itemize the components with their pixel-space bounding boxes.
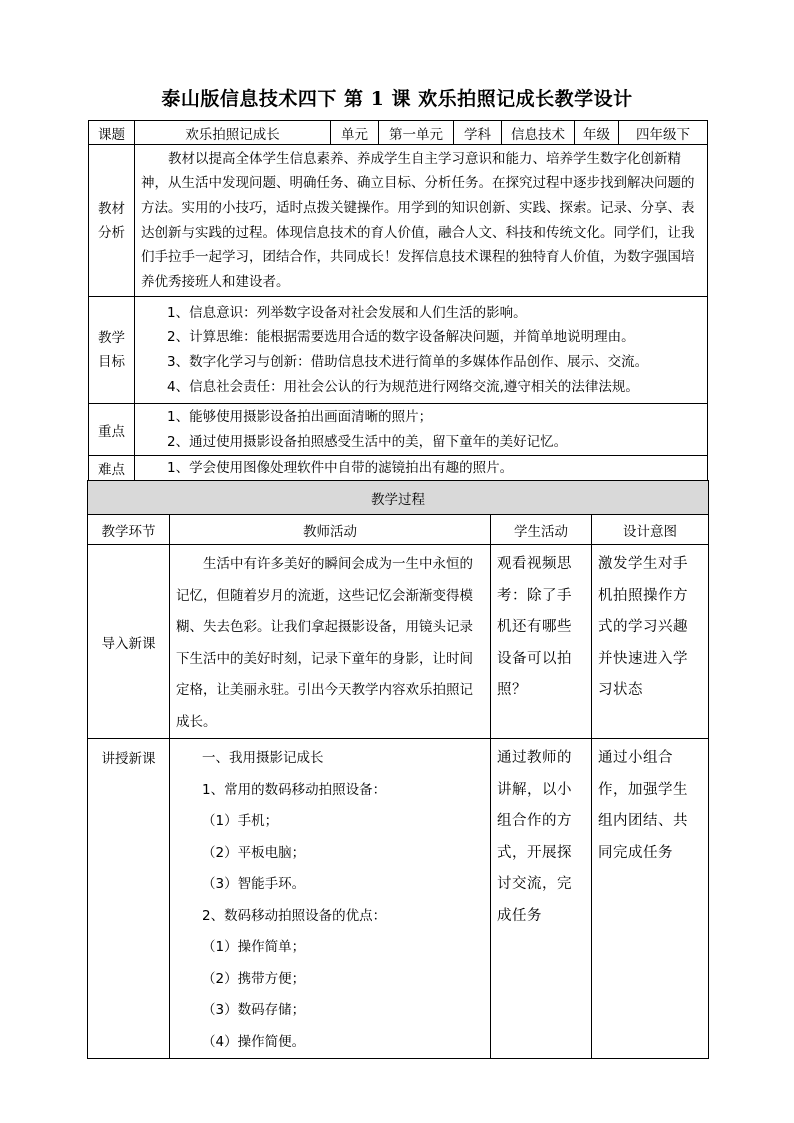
process-band-row <box>88 481 709 515</box>
header-teacher: 教师活动 <box>170 515 491 545</box>
lesson-info-table <box>88 120 708 482</box>
intro-intent-cell <box>592 545 709 739</box>
unit-value: 第一单元 <box>379 121 454 145</box>
grade-label: 年级 <box>575 121 619 145</box>
lecture-teacher-cell <box>170 739 491 1059</box>
intro-teacher-text: 生活中有许多美好的瞬间会成为一生中永恒的记忆，但随着岁月的流逝，这些记忆会渐渐变得模糊、失去色彩。让我们拿起摄影设备，用镜头记录下生活中的美好时刻，记录下童年的身影，让时间定格，让美丽永驻。引出今天教学内容欢乐拍照记成长。 <box>176 556 473 730</box>
lecture-line: （2）平板电脑； <box>202 844 306 861</box>
info-row <box>89 121 708 145</box>
lecture-line: （1）手机； <box>202 813 279 829</box>
objective-item: 2、计算思维：能根据需要选用合适的数字设备解决问题，并简单地说明理由。 <box>167 329 635 346</box>
intro-row <box>88 545 709 739</box>
intro-intent-text: 激发学生对手机拍照操作方式的学习兴趣并快速进入学习状态 <box>598 556 688 698</box>
analysis-text: 教材以提高全体学生信息素养、养成学生自主学习意识和能力、培养学生数字化创新精神，从生活中发现问题、明确任务、确立目标、分析任务。在探究过程中逐步找到解决问题的方法。实用的小技巧，适时点拨关键操作。用学到的知识创新、实践、探索。记录、分享、表达创新与实践的过程。体现信息技术的育人价值，融合人文、科技和传统文化。同学们，让我们手拉手一起学习，团结合作，共同成长！发挥信息技术课程的独特育人价值，为数字强国培养优秀接班人和建设者。 <box>141 150 695 290</box>
lecture-line: （3）数码存储； <box>202 1002 306 1018</box>
difficulties-cell <box>135 456 708 482</box>
unit-label: 单元 <box>331 121 379 145</box>
intro-student-cell <box>491 545 592 739</box>
lecture-student-text: 通过教师的讲解，以小组合作的方式，开展探讨交流，完成任务 <box>497 750 572 924</box>
keypoints-row <box>89 404 708 456</box>
grade-value: 四年级下 <box>619 121 708 145</box>
subject-value: 信息技术 <box>502 121 575 145</box>
topic-value: 欢乐拍照记成长 <box>135 121 331 145</box>
analysis-row <box>89 145 708 297</box>
intro-teacher-cell <box>170 545 491 739</box>
header-intent: 设计意图 <box>592 515 709 545</box>
process-band-title: 教学过程 <box>88 481 709 515</box>
intro-student-text: 观看视频思考：除了手机还有哪些设备可以拍照？ <box>497 556 572 698</box>
objectives-row <box>89 297 708 404</box>
intro-stage: 导入新课 <box>88 545 170 739</box>
page-title: 泰山版信息技术四下 第 1 课 欢乐拍照记成长教学设计 <box>161 88 633 110</box>
lecture-line: （3）智能手环。 <box>202 876 306 892</box>
analysis-cell <box>135 145 708 297</box>
difficulties-row <box>89 456 708 482</box>
analysis-label <box>89 145 135 297</box>
lecture-intent-cell <box>592 739 709 1059</box>
lecture-line: 1、常用的数码移动拍照设备： <box>202 781 387 798</box>
topic-label: 课题 <box>89 121 135 145</box>
header-stage: 教学环节 <box>88 515 170 545</box>
objective-item: 1、信息意识：列举数字设备对社会发展和人们生活的影响。 <box>167 304 527 321</box>
objectives-cell <box>135 297 708 404</box>
objectives-label <box>89 297 135 404</box>
difficulties-label: 难点 <box>89 456 135 482</box>
keypoints-label: 重点 <box>89 404 135 456</box>
keypoints-cell <box>135 404 708 456</box>
lecture-line: 一、我用摄影记成长 <box>202 750 324 766</box>
lecture-line: 2、数码移动拍照设备的优点： <box>202 907 387 924</box>
subject-label: 学科 <box>454 121 502 145</box>
lecture-stage: 讲授新课 <box>88 739 170 1059</box>
keypoint-item: 2、通过使用摄影设备拍照感受生活中的美，留下童年的美好记忆。 <box>167 433 568 450</box>
process-header-row <box>88 515 709 545</box>
difficulty-item: 1、学会使用图像处理软件中自带的滤镜拍出有趣的照片。 <box>167 460 514 476</box>
objective-item: 4、信息社会责任：用社会公认的行为规范进行网络交流,遵守相关的法律法规。 <box>167 378 639 395</box>
header-student: 学生活动 <box>491 515 592 545</box>
keypoint-item: 1、能够使用摄影设备拍出画面清晰的照片； <box>167 408 433 425</box>
lecture-line: （2）携带方便； <box>202 970 306 987</box>
lecture-row <box>88 739 709 1059</box>
teaching-process-table <box>87 480 709 1059</box>
lecture-line: （4）操作简便。 <box>202 1033 306 1050</box>
lecture-student-cell <box>491 739 592 1059</box>
analysis-label-text: 教材分析 <box>98 200 125 241</box>
objectives-label-text: 教学目标 <box>98 330 125 370</box>
lecture-line: （1）操作简单； <box>202 939 306 955</box>
objective-item: 3、数字化学习与创新：借助信息技术进行简单的多媒体作品创作、展示、交流。 <box>167 354 649 370</box>
lecture-intent-text: 通过小组合作，加强学生组内团结、共同完成任务 <box>598 750 688 861</box>
